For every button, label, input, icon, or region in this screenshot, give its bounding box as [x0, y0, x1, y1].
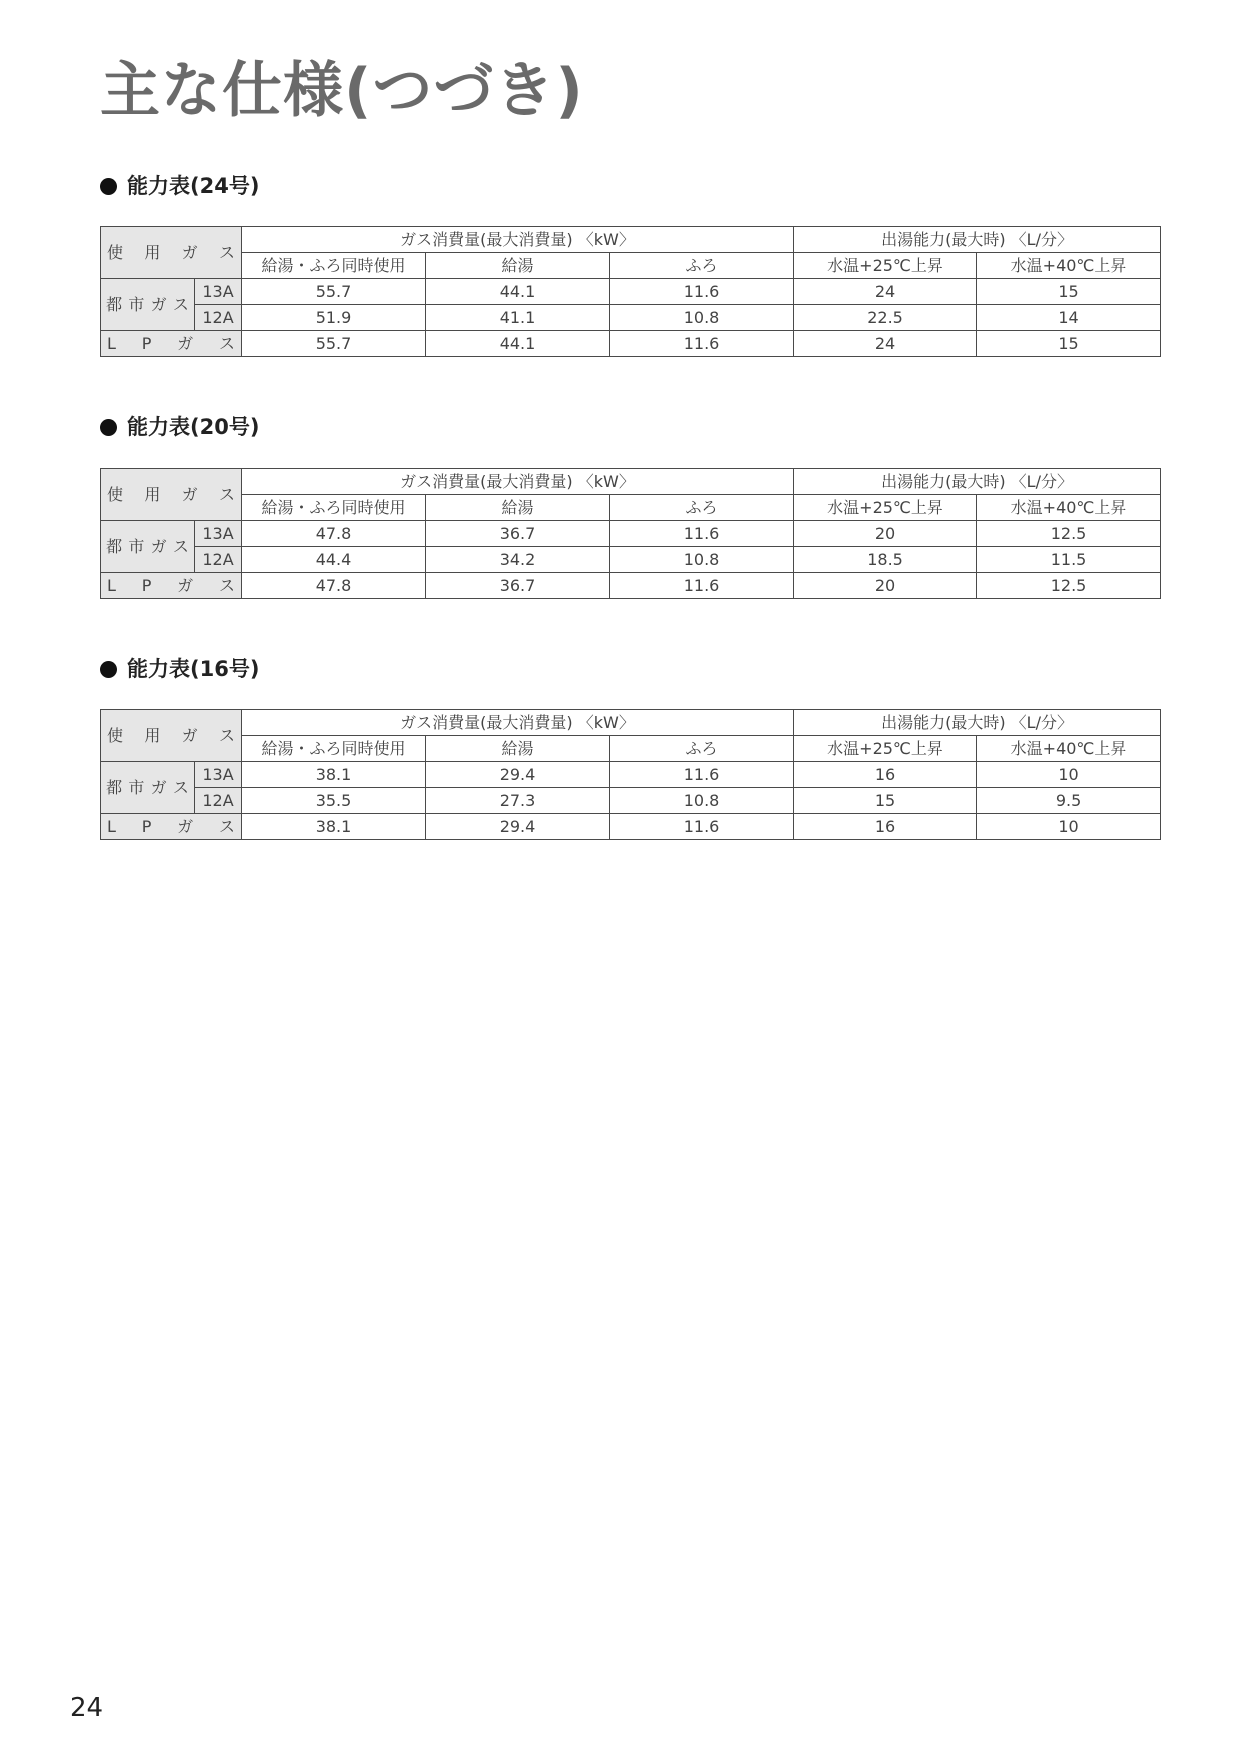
label-char: 市 [128, 778, 145, 797]
table-cell: 10.8 [610, 305, 794, 331]
table-cell: 44.1 [426, 279, 610, 305]
table-cell: 15 [977, 279, 1161, 305]
label-char: ガ [177, 334, 194, 353]
spaced-label [101, 573, 241, 598]
table-cell: 24 [794, 331, 977, 357]
label-char: ス [172, 295, 189, 314]
table-cell: 11.6 [610, 814, 794, 840]
spaced-label [101, 534, 194, 559]
table-cell: 51.9 [242, 305, 426, 331]
table-cell: 35.5 [242, 788, 426, 814]
table-cell: 11.6 [610, 521, 794, 547]
gas-12a-label: 12A [195, 788, 242, 814]
gas-13a-label: 13A [195, 762, 242, 788]
table-cell: 16 [794, 762, 977, 788]
table-cell: 29.4 [426, 814, 610, 840]
column-header: 水温+40℃上昇 [977, 495, 1161, 521]
table-row [101, 814, 1161, 840]
column-header: ふろ [610, 495, 794, 521]
section-heading-label: 能力表(24号) [127, 174, 260, 198]
lp-gas-label [101, 814, 242, 840]
label-char: ス [172, 537, 189, 556]
table-row [101, 331, 1161, 357]
column-header: ふろ [610, 253, 794, 279]
table-cell: 44.1 [426, 331, 610, 357]
city-gas-label [101, 279, 195, 331]
label-char: ガ [150, 778, 167, 797]
table-row [101, 279, 1161, 305]
column-header: 給湯 [426, 736, 610, 762]
gas-12a-label: 12A [195, 305, 242, 331]
spaced-label [101, 814, 241, 839]
label-char: ガ [177, 817, 194, 836]
hot-water-capacity-header: 出湯能力(最大時) 〈L/分〉 [794, 227, 1161, 253]
column-header: 水温+25℃上昇 [794, 495, 977, 521]
section-heading-20 [100, 412, 259, 442]
table-cell: 12.5 [977, 573, 1161, 599]
table-cell: 20 [794, 521, 977, 547]
bullet-icon [100, 178, 117, 195]
label-char: ガ [181, 726, 198, 745]
section-heading-label: 能力表(20号) [127, 415, 260, 439]
label-char: ガ [181, 485, 198, 504]
column-header: 給湯・ふろ同時使用 [242, 495, 426, 521]
label-char: ス [218, 576, 235, 595]
page-number: 24 [70, 1693, 104, 1723]
label-char: 用 [144, 243, 161, 262]
table-cell: 11.6 [610, 573, 794, 599]
column-header: 給湯 [426, 253, 610, 279]
table-cell: 44.4 [242, 547, 426, 573]
label-char: P [141, 576, 152, 595]
section-heading-16 [100, 654, 259, 684]
spaced-label [101, 482, 241, 507]
label-char: ス [218, 243, 235, 262]
table-row [101, 521, 1161, 547]
label-char: 市 [128, 295, 145, 314]
section-heading-24 [100, 171, 259, 201]
spaced-label [101, 775, 194, 800]
gas-13a-label: 13A [195, 279, 242, 305]
table-cell: 38.1 [242, 762, 426, 788]
table-cell: 55.7 [242, 331, 426, 357]
table-cell: 38.1 [242, 814, 426, 840]
label-char: 市 [128, 537, 145, 556]
table-cell: 41.1 [426, 305, 610, 331]
capacity-table [100, 468, 1161, 599]
table-cell: 34.2 [426, 547, 610, 573]
table-cell: 11.6 [610, 279, 794, 305]
header-row [101, 469, 1161, 495]
column-header: 水温+40℃上昇 [977, 253, 1161, 279]
table-cell: 29.4 [426, 762, 610, 788]
table-cell: 24 [794, 279, 977, 305]
table-cell: 10.8 [610, 788, 794, 814]
label-char: ス [172, 778, 189, 797]
label-char: ガ [150, 295, 167, 314]
table-cell: 47.8 [242, 573, 426, 599]
spaced-label [101, 723, 241, 748]
column-header: 給湯・ふろ同時使用 [242, 253, 426, 279]
label-char: ガ [181, 243, 198, 262]
gas-12a-label: 12A [195, 547, 242, 573]
table-cell: 16 [794, 814, 977, 840]
column-header: 水温+25℃上昇 [794, 253, 977, 279]
label-char: 使 [107, 726, 124, 745]
label-char: P [141, 334, 152, 353]
label-char: 都 [106, 537, 123, 556]
label-char: L [107, 817, 116, 836]
table-cell: 18.5 [794, 547, 977, 573]
table-cell: 15 [794, 788, 977, 814]
subheader-row [101, 736, 1161, 762]
bullet-icon [100, 419, 117, 436]
table-cell: 20 [794, 573, 977, 599]
header-row [101, 710, 1161, 736]
label-char: P [141, 817, 152, 836]
spaced-label [101, 240, 241, 265]
table-cell: 11.6 [610, 762, 794, 788]
table-row [101, 762, 1161, 788]
capacity-table [100, 226, 1161, 357]
table-cell: 15 [977, 331, 1161, 357]
table-cell: 12.5 [977, 521, 1161, 547]
label-char: L [107, 334, 116, 353]
table-cell: 10.8 [610, 547, 794, 573]
table-cell: 9.5 [977, 788, 1161, 814]
table-cell: 36.7 [426, 521, 610, 547]
table-cell: 22.5 [794, 305, 977, 331]
table-row [101, 547, 1161, 573]
hot-water-capacity-header: 出湯能力(最大時) 〈L/分〉 [794, 710, 1161, 736]
gas-consumption-header: ガス消費量(最大消費量) 〈kW〉 [242, 710, 794, 736]
table-cell: 36.7 [426, 573, 610, 599]
label-char: 使 [107, 485, 124, 504]
table-cell: 55.7 [242, 279, 426, 305]
label-char: 用 [144, 726, 161, 745]
header-row [101, 227, 1161, 253]
label-char: 用 [144, 485, 161, 504]
table-row [101, 573, 1161, 599]
lp-gas-label [101, 331, 242, 357]
hot-water-capacity-header: 出湯能力(最大時) 〈L/分〉 [794, 469, 1161, 495]
table-cell: 27.3 [426, 788, 610, 814]
label-char: ス [218, 334, 235, 353]
spaced-label [101, 292, 194, 317]
page-title: 主な仕様(つづき) [100, 56, 584, 126]
label-char: 使 [107, 243, 124, 262]
column-header: 給湯・ふろ同時使用 [242, 736, 426, 762]
subheader-row [101, 495, 1161, 521]
column-header: 給湯 [426, 495, 610, 521]
column-header: 水温+25℃上昇 [794, 736, 977, 762]
table-row [101, 305, 1161, 331]
bullet-icon [100, 661, 117, 678]
gas-consumption-header: ガス消費量(最大消費量) 〈kW〉 [242, 469, 794, 495]
label-char: ス [218, 817, 235, 836]
table-cell: 10 [977, 762, 1161, 788]
table-cell: 11.6 [610, 331, 794, 357]
city-gas-label [101, 762, 195, 814]
spaced-label [101, 331, 241, 356]
label-char: ガ [177, 576, 194, 595]
table-cell: 47.8 [242, 521, 426, 547]
table-cell: 10 [977, 814, 1161, 840]
city-gas-label [101, 521, 195, 573]
gas-type-header [101, 227, 242, 279]
label-char: L [107, 576, 116, 595]
subheader-row [101, 253, 1161, 279]
column-header: ふろ [610, 736, 794, 762]
column-header: 水温+40℃上昇 [977, 736, 1161, 762]
label-char: ス [218, 726, 235, 745]
table-cell: 14 [977, 305, 1161, 331]
label-char: 都 [106, 778, 123, 797]
table-row [101, 788, 1161, 814]
gas-type-header [101, 710, 242, 762]
section-heading-label: 能力表(16号) [127, 657, 260, 681]
lp-gas-label [101, 573, 242, 599]
gas-type-header [101, 469, 242, 521]
gas-consumption-header: ガス消費量(最大消費量) 〈kW〉 [242, 227, 794, 253]
label-char: 都 [106, 295, 123, 314]
table-cell: 11.5 [977, 547, 1161, 573]
gas-13a-label: 13A [195, 521, 242, 547]
capacity-table [100, 709, 1161, 840]
label-char: ガ [150, 537, 167, 556]
label-char: ス [218, 485, 235, 504]
